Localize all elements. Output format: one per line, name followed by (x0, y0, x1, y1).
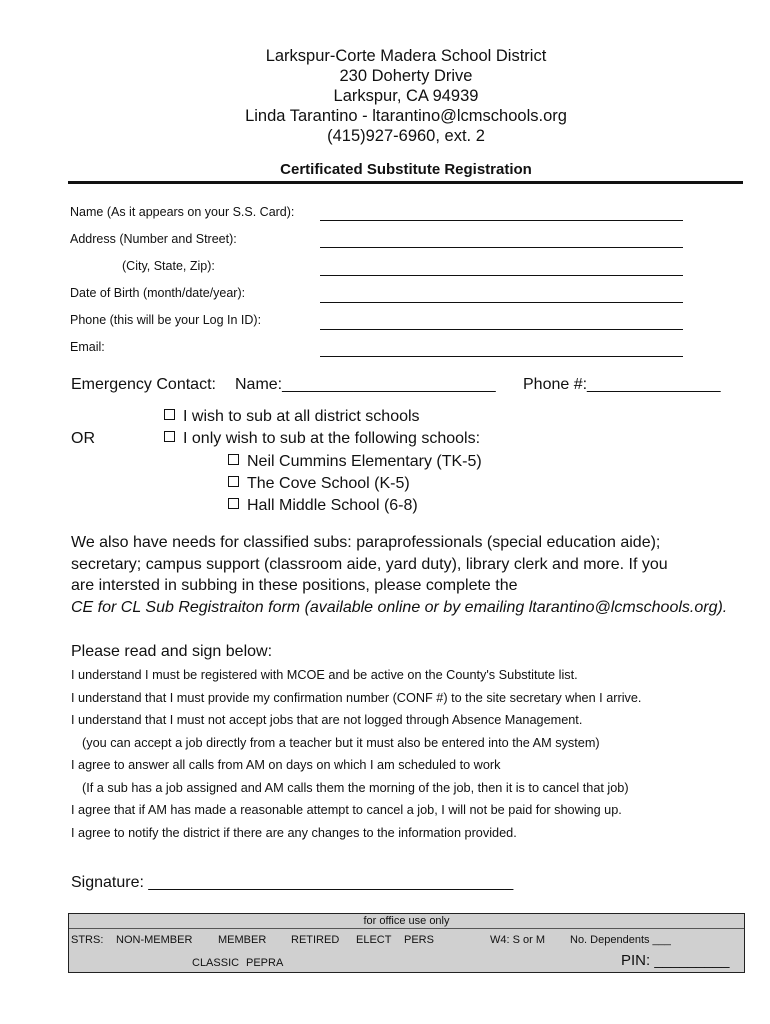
district-contact: Linda Tarantino - ltarantino@lcmschools.org (245, 107, 567, 125)
phone-line[interactable] (320, 329, 683, 330)
elect-option: ELECT (356, 934, 392, 946)
classified-line: We also have needs for classified subs: paraprofessionals (special education aide); (71, 534, 661, 551)
pepra-option: PEPRA (246, 957, 284, 969)
agreement-item: I agree that if AM has made a reasonable attempt to cancel a job, I will not be paid for showing up. (71, 803, 622, 817)
email-label: Email: (70, 340, 105, 354)
or-label: OR (71, 430, 95, 447)
agreement-item: I agree to notify the district if there are any changes to the information provided. (71, 826, 517, 840)
school-label: Neil Cummins Elementary (TK-5) (247, 453, 482, 470)
ce-cl-form-reference: CE for CL Sub Registraiton form (available online or by emailing ltarantino@lcmschools.org). (71, 598, 728, 616)
classified-line: secretary; campus support (classroom aide, yard duty), library clerk and more. If you (71, 555, 668, 573)
address-label: Address (Number and Street): (70, 232, 237, 246)
district-name: Larkspur-Corte Madera School District (265, 47, 547, 65)
school-option[interactable] (228, 453, 482, 471)
agreement-item: (If a sub has a job assigned and AM calls them the morning of the job, then it is to cancel that job) (82, 781, 629, 795)
agreement-item: I understand that I must not accept jobs that are not logged through Absence Management. (71, 713, 583, 727)
dependents-field: No. Dependents ___ (570, 934, 671, 946)
member-option: MEMBER (218, 934, 267, 946)
city-state-zip-line[interactable] (320, 275, 683, 276)
school-option[interactable] (228, 475, 410, 493)
emergency-phone-field[interactable]: Phone #:_______________ (523, 376, 721, 393)
agreement-item: (you can accept a job directly from a teacher but it must also be entered into the AM system) (82, 736, 600, 750)
school-label: The Cove School (K-5) (247, 475, 410, 492)
agreement-heading: Please read and sign below: (71, 643, 273, 660)
checkbox-icon[interactable] (228, 498, 239, 509)
office-use-divider (69, 928, 744, 929)
classified-line: are intersted in subbing in these positions, please complete the (71, 577, 518, 594)
classic-option: CLASSIC (192, 957, 240, 969)
retired-option: RETIRED (291, 934, 340, 946)
district-street: 230 Doherty Drive (339, 67, 473, 85)
strs-label: STRS: (71, 934, 104, 946)
option-all-schools[interactable] (164, 408, 420, 426)
school-label: Hall Middle School (6-8) (247, 497, 418, 514)
emergency-contact-label: Emergency Contact: (71, 376, 216, 393)
title-divider (68, 181, 743, 184)
district-phone: (415)927-6960, ext. 2 (327, 127, 485, 145)
emergency-name-field[interactable]: Name:________________________ (235, 376, 496, 393)
district-city: Larkspur, CA 94939 (333, 87, 479, 105)
classified-paragraph (71, 532, 751, 618)
classified-line-italic (71, 597, 751, 619)
option-all-label: I wish to sub at all district schools (183, 408, 420, 425)
dob-label: Date of Birth (month/date/year): (70, 286, 246, 300)
pers-option: PERS (404, 934, 434, 946)
phone-label: Phone (this will be your Log In ID): (70, 313, 262, 327)
option-some-label: I only wish to sub at the following schools: (183, 430, 481, 447)
name-label: Name (As it appears on your S.S. Card): (70, 205, 295, 219)
signature-field[interactable]: Signature: _________________________________________ (71, 874, 514, 891)
agreement-item: I agree to answer all calls from AM on days on which I am scheduled to work (71, 758, 501, 772)
agreement-item: I understand I must be registered with MCOE and be active on the County's Substitute list. (71, 668, 578, 682)
office-use-heading: for office use only (363, 915, 450, 927)
w4-field: W4: S or M (490, 934, 546, 946)
school-option[interactable] (228, 497, 418, 515)
office-use-box (68, 913, 745, 973)
pin-field: PIN: _________ (621, 952, 730, 969)
option-some-schools[interactable] (164, 430, 480, 448)
form-title: Certificated Substitute Registration (280, 161, 532, 178)
agreement-item: I understand that I must provide my confirmation number (CONF #) to the site secretary when I arrive. (71, 691, 642, 705)
checkbox-icon[interactable] (164, 409, 175, 420)
district-header (0, 46, 770, 146)
dob-line[interactable] (320, 302, 683, 303)
address-line[interactable] (320, 247, 683, 248)
name-line[interactable] (320, 220, 683, 221)
email-line[interactable] (320, 356, 683, 357)
checkbox-icon[interactable] (228, 476, 239, 487)
city-state-zip-label: (City, State, Zip): (122, 259, 215, 273)
checkbox-icon[interactable] (164, 431, 175, 442)
checkbox-icon[interactable] (228, 454, 239, 465)
non-member-option: NON-MEMBER (116, 934, 193, 946)
